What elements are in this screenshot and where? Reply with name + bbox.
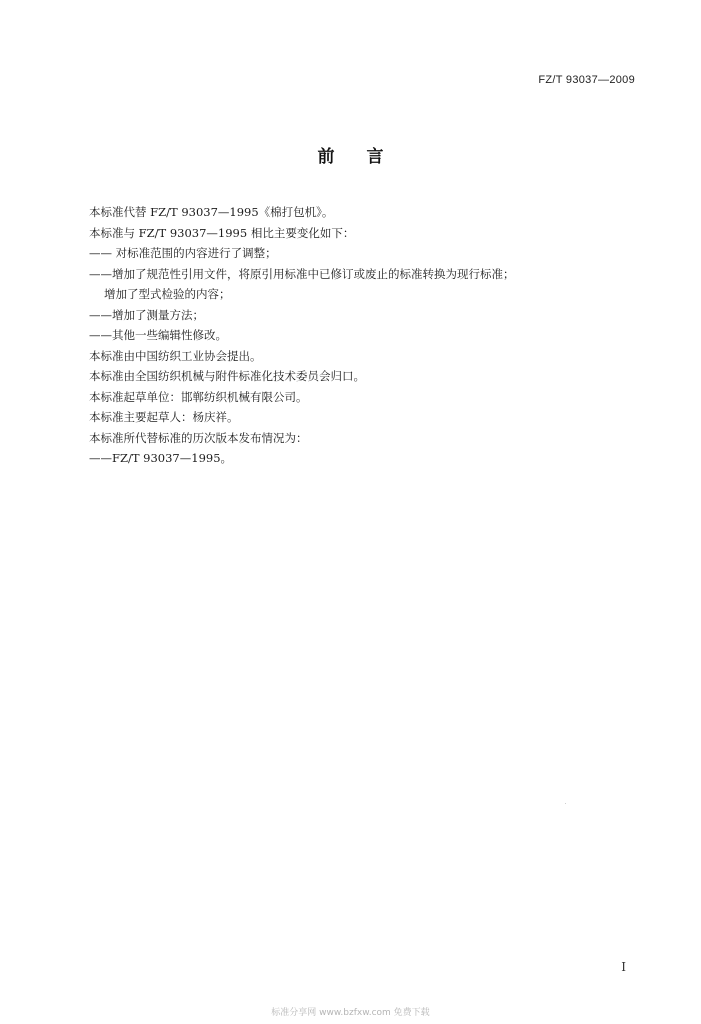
watermark: 标准分享网 www.bzfxw.com 免费下载 [271, 1008, 430, 1018]
scan-speck [565, 803, 566, 804]
body-line: 本标准主要起草人：杨庆祥。 [89, 410, 239, 424]
body-line: 本标准与 FZ/T 93037—1995 相比主要变化如下： [89, 225, 355, 240]
body-line: ——其他一些编辑性修改。 [89, 328, 227, 342]
body-line: 增加了型式检验的内容； [104, 287, 231, 301]
body-line: 本标准由全国纺织机械与附件标准化技术委员会归口。 [89, 369, 365, 383]
page-number: I [621, 960, 626, 974]
body-line: 本标准由中国纺织工业协会提出。 [89, 348, 262, 363]
page-title: 前言 [317, 147, 416, 167]
body-line: —— 对标准范围的内容进行了调整； [89, 246, 277, 260]
body-line: 本标准起草单位：邯郸纺织机械有限公司。 [89, 389, 308, 404]
body-line: 本标准代替 FZ/T 93037—1995《棉打包机》。 [89, 205, 334, 219]
body-line: 本标准所代替标准的历次版本发布情况为： [89, 430, 308, 445]
standard-code: FZ/T 93037—2009 [538, 74, 635, 86]
foreword-body [89, 202, 609, 469]
body-line: ——FZ/T 93037—1995。 [89, 451, 233, 465]
body-line: ——增加了规范性引用文件，将原引用标准中已修订或废止的标准转换为现行标准； [89, 266, 515, 281]
body-line: ——增加了测量方法； [89, 307, 204, 322]
